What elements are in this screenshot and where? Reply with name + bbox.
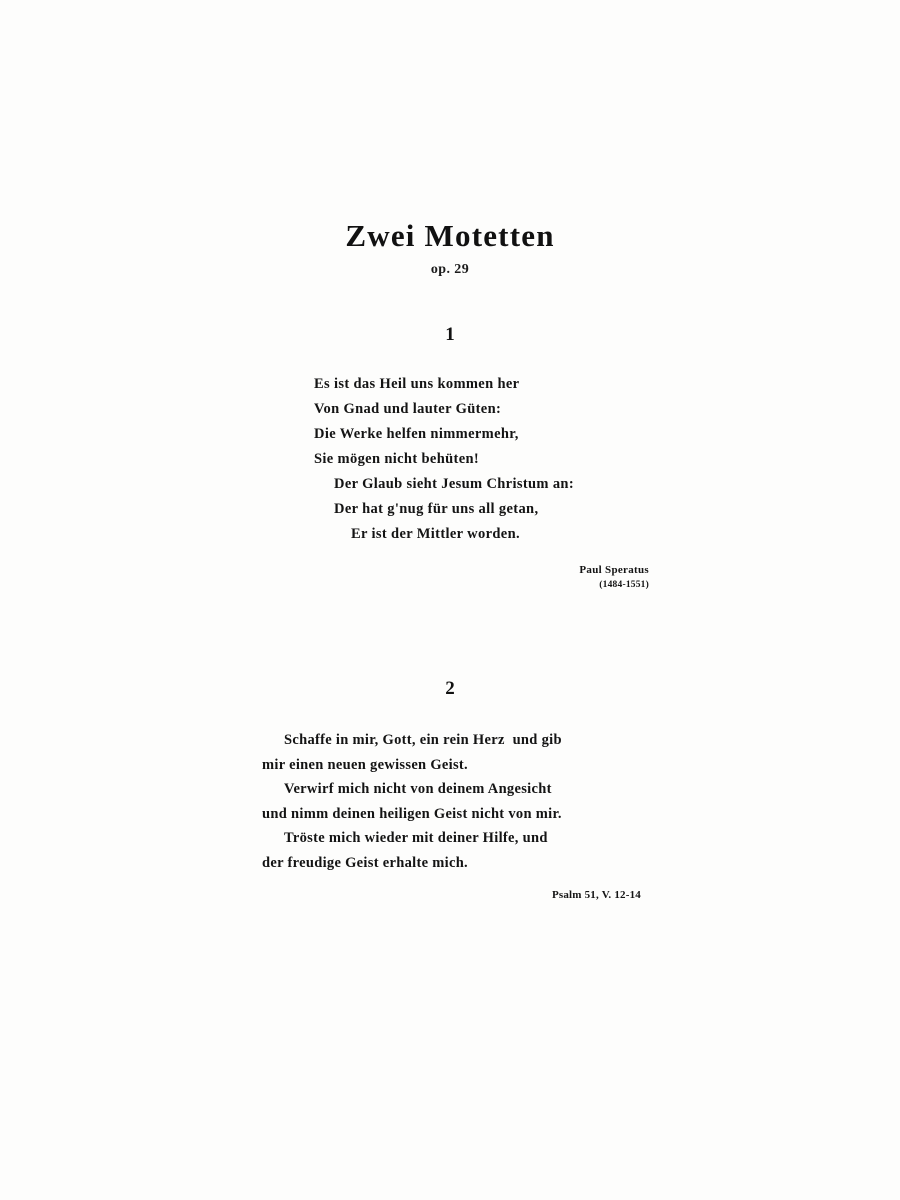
verse-line: der freudige Geist erhalte mich. [262, 854, 468, 871]
verse-line: Es ist das Heil uns kommen her [314, 376, 520, 392]
movement-1-text [0, 372, 900, 547]
movement-1-attribution [0, 563, 900, 593]
page-title: Zwei Motetten [345, 218, 555, 253]
author-dates: (1484-1551) [599, 580, 649, 590]
verse-line: und nimm deinen heiligen Geist nicht von mir. [262, 805, 562, 822]
movement-2-source: Psalm 51, V. 12-14 [551, 889, 641, 901]
movement-number-2: 2 [445, 678, 455, 699]
verse-line: Der hat g'nug für uns all getan, [334, 501, 539, 517]
author-name: Paul Speratus [579, 564, 649, 576]
verse-line: Tröste mich wieder mit deiner Hilfe, und [284, 830, 548, 846]
verse-line: Verwirf mich nicht von deinem Angesicht [284, 781, 552, 797]
verse-line: Er ist der Mittler worden. [351, 526, 520, 542]
movement-2-text [0, 728, 900, 875]
verse-line: mir einen neuen gewissen Geist. [262, 756, 468, 773]
opus-number: op. 29 [430, 262, 470, 277]
verse-line: Sie mögen nicht behüten! [314, 451, 480, 467]
verse-line: Der Glaub sieht Jesum Christum an: [334, 476, 575, 492]
verse-line: Die Werke helfen nimmermehr, [314, 426, 519, 442]
verse-line: Von Gnad und lauter Güten: [314, 401, 502, 417]
verse-line: Schaffe in mir, Gott, ein rein Herz und gib [284, 732, 562, 748]
movement-number-1: 1 [445, 324, 455, 345]
